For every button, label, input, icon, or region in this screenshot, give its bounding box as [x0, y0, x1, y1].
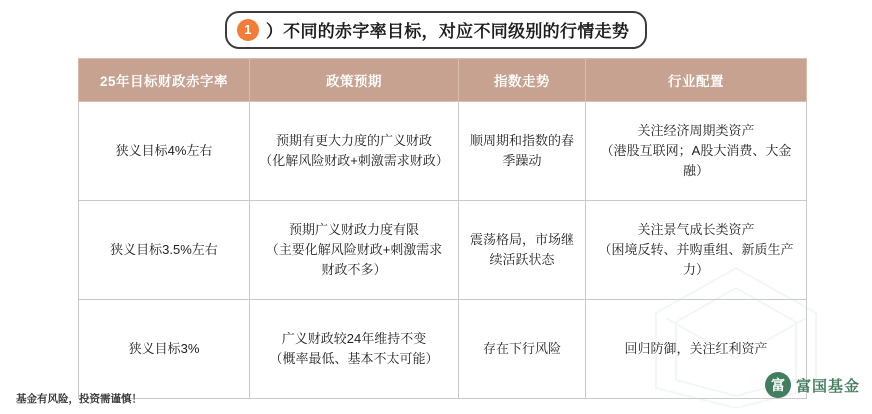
- cell-policy-line: （概率最低、基本不太可能）: [269, 351, 439, 366]
- column-header-target: 25年目标财政赤字率: [79, 59, 250, 102]
- brand-logo-mark: 富: [765, 372, 791, 398]
- cell-industry-line: 关注经济周期类资产: [637, 122, 755, 138]
- column-header-index: 指数走势: [459, 59, 586, 102]
- brand-logo: [765, 372, 860, 398]
- cell-industry: [586, 201, 807, 300]
- cell-policy-line: （主要化解风险财政+刺激需求: [265, 241, 443, 257]
- cell-target: 狭义目标3%: [79, 300, 250, 399]
- cell-industry: [586, 102, 807, 201]
- title-badge: 1: [237, 19, 259, 41]
- cell-policy: [250, 102, 459, 201]
- cell-policy: [250, 201, 459, 300]
- cell-index: [459, 300, 586, 399]
- cell-industry-line: （港股互联网；A股大消费、大金融）: [600, 142, 792, 179]
- table-header-row: [79, 59, 807, 102]
- cell-industry-line: （困境反转、并购重组、新质生产力）: [598, 241, 794, 278]
- table-container: [78, 58, 794, 399]
- comparison-table: [78, 58, 807, 399]
- cell-index-line: 季躁动: [502, 153, 542, 168]
- table-row: [79, 201, 807, 300]
- title-container: [0, 0, 872, 49]
- cell-policy-line: 广义财政较24年维持不变: [281, 330, 427, 346]
- cell-policy-line: 财政不多）: [321, 262, 387, 278]
- column-header-industry: 行业配置: [586, 59, 807, 102]
- cell-policy-line: 预期广义财政力度有限: [288, 221, 419, 237]
- cell-index-line: 续活跃状态: [489, 252, 555, 267]
- cell-industry-line: 回归防御，关注红利资产: [624, 340, 768, 356]
- title-banner: [225, 11, 647, 49]
- table-row: [79, 300, 807, 399]
- cell-policy: [250, 300, 459, 399]
- cell-target: 狭义目标3.5%左右: [79, 201, 250, 300]
- cell-index-line: 存在下行风险: [482, 340, 561, 356]
- cell-index: [459, 201, 586, 300]
- cell-target: 狭义目标4%左右: [79, 102, 250, 201]
- page-title: ）不同的赤字率目标，对应不同级别的行情走势: [265, 22, 630, 41]
- cell-index: [459, 102, 586, 201]
- cell-policy-line: （化解风险财政+刺激需求财政）: [259, 153, 449, 168]
- cell-index-line: 震荡格局，市场继: [469, 231, 574, 247]
- footnote: 基金有风险，投资需谨慎！: [16, 393, 142, 405]
- cell-industry-line: 关注景气成长类资产: [637, 221, 755, 237]
- cell-policy-line: 预期有更大力度的广义财政: [275, 132, 432, 148]
- table-row: [79, 102, 807, 201]
- cell-index-line: 顺周期和指数的春: [469, 132, 574, 148]
- brand-logo-text: 富国基金: [795, 377, 860, 395]
- column-header-policy: 政策预期: [250, 59, 459, 102]
